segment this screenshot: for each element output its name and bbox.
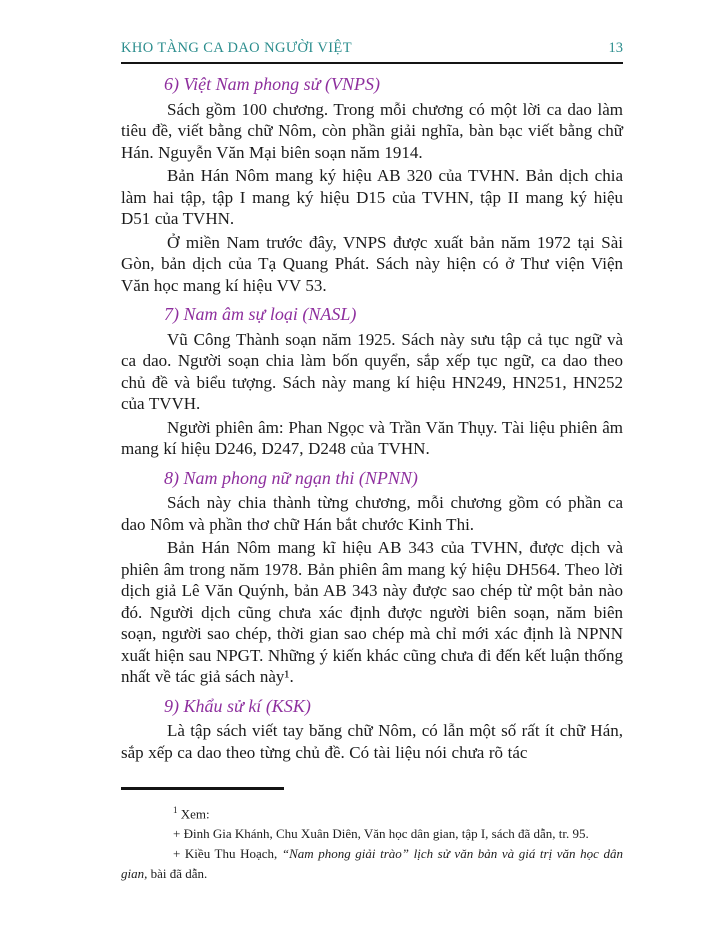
paragraph: Bản Hán Nôm mang kĩ hiệu AB 343 của TVHN, được dịch và phiên âm trong năm 1978. Bản phiên âm mang ký hiệu DH564. Theo lời dịch giả Lê Văn Quýnh, bản AB 343 này được sao chép từ một bản nào đó. Người dịch cũng chưa xác định được người biên soạn, năm biên soạn, người sao chép, thời gian sao chép mà chỉ mới xác định là NPNN xuất hiện sau NPGT. Những ý kiến khác cũng chưa đi đến kết luận thống nhất về tác giả sách này¹. bbox=[121, 538, 623, 686]
footnote-item: + Đinh Gia Khánh, Chu Xuân Diên, Văn học dân gian, tập I, sách đã dẫn, tr. 95. bbox=[173, 826, 589, 842]
paragraph: Là tập sách viết tay băng chữ Nôm, có lẫn một số rất ít chữ Hán, sắp xếp ca dao theo từng chủ đề. Có tài liệu nói chưa rõ tác bbox=[121, 721, 623, 762]
book-title: KHO TÀNG CA DAO NGƯỜI VIỆT bbox=[121, 40, 352, 56]
footnote-intro-text: Xem: bbox=[180, 806, 210, 822]
paragraph: Người phiên âm: Phan Ngọc và Trần Văn Thụy. Tài liệu phiên âm mang kí hiệu D246, D247, D248 của TVHN. bbox=[121, 417, 623, 458]
paragraph: Ở miền Nam trước đây, VNPS được xuất bản năm 1972 tại Sài Gòn, bản dịch của Tạ Quang Phát. Sách này hiện có ở Thư viện Viện Văn học mang kí hiệu VV 53. bbox=[121, 232, 623, 295]
running-header bbox=[121, 40, 623, 64]
section-heading-9: 9) Khẩu sử kí (KSK) bbox=[164, 695, 311, 716]
page-content bbox=[121, 66, 623, 765]
footnote-marker: 1 bbox=[173, 805, 178, 815]
page-number: 13 bbox=[608, 40, 623, 56]
paragraph: Sách gồm 100 chương. Trong mỗi chương có một lời ca dao làm tiêu đề, viết bằng chữ Nôm, còn phần giải nghĩa, bàn bạc viết bằng chữ Hán. Nguyễn Văn Mại biên soạn năm 1914. bbox=[121, 99, 623, 162]
paragraph: Vũ Công Thành soạn năm 1925. Sách này sưu tập cả tục ngữ và ca dao. Người soạn chia làm bốn quyển, sắp xếp tục ngữ, ca dao theo chủ đề và biểu tượng. Sách này mang kí hiệu HN249, HN251, HN252 của TVVH. bbox=[121, 329, 623, 413]
footnote-intro bbox=[121, 800, 623, 824]
footnote-item bbox=[121, 844, 623, 884]
paragraph: Bản Hán Nôm mang ký hiệu AB 320 của TVHN. Bản dịch chia làm hai tập, tập I mang ký hiệu D15 của TVHN, tập II mang ký hiệu D51 của TVHN. bbox=[121, 166, 623, 228]
section-heading-7: 7) Nam âm sự loại (NASL) bbox=[164, 304, 357, 324]
section-heading-8: 8) Nam phong nữ ngạn thi (NPNN) bbox=[164, 467, 418, 488]
footnote-item-suffix: bài đã dẫn. bbox=[147, 866, 208, 882]
footnote-item-prefix: + Kiều Thu Hoạch, bbox=[173, 846, 282, 862]
footnote-item-cited-title: “Nam phong giải trào” lịch sử văn bản và giá trị văn học dân gian, bbox=[121, 846, 623, 882]
section-heading-6: 6) Việt Nam phong sử (VNPS) bbox=[164, 74, 380, 94]
footnote-separator-rule bbox=[121, 787, 284, 790]
footnotes bbox=[121, 787, 623, 884]
paragraph: Sách này chia thành từng chương, mỗi chương gồm có phần ca dao Nôm và phần thơ chữ Hán bắt chước Kinh Thi. bbox=[121, 493, 623, 534]
